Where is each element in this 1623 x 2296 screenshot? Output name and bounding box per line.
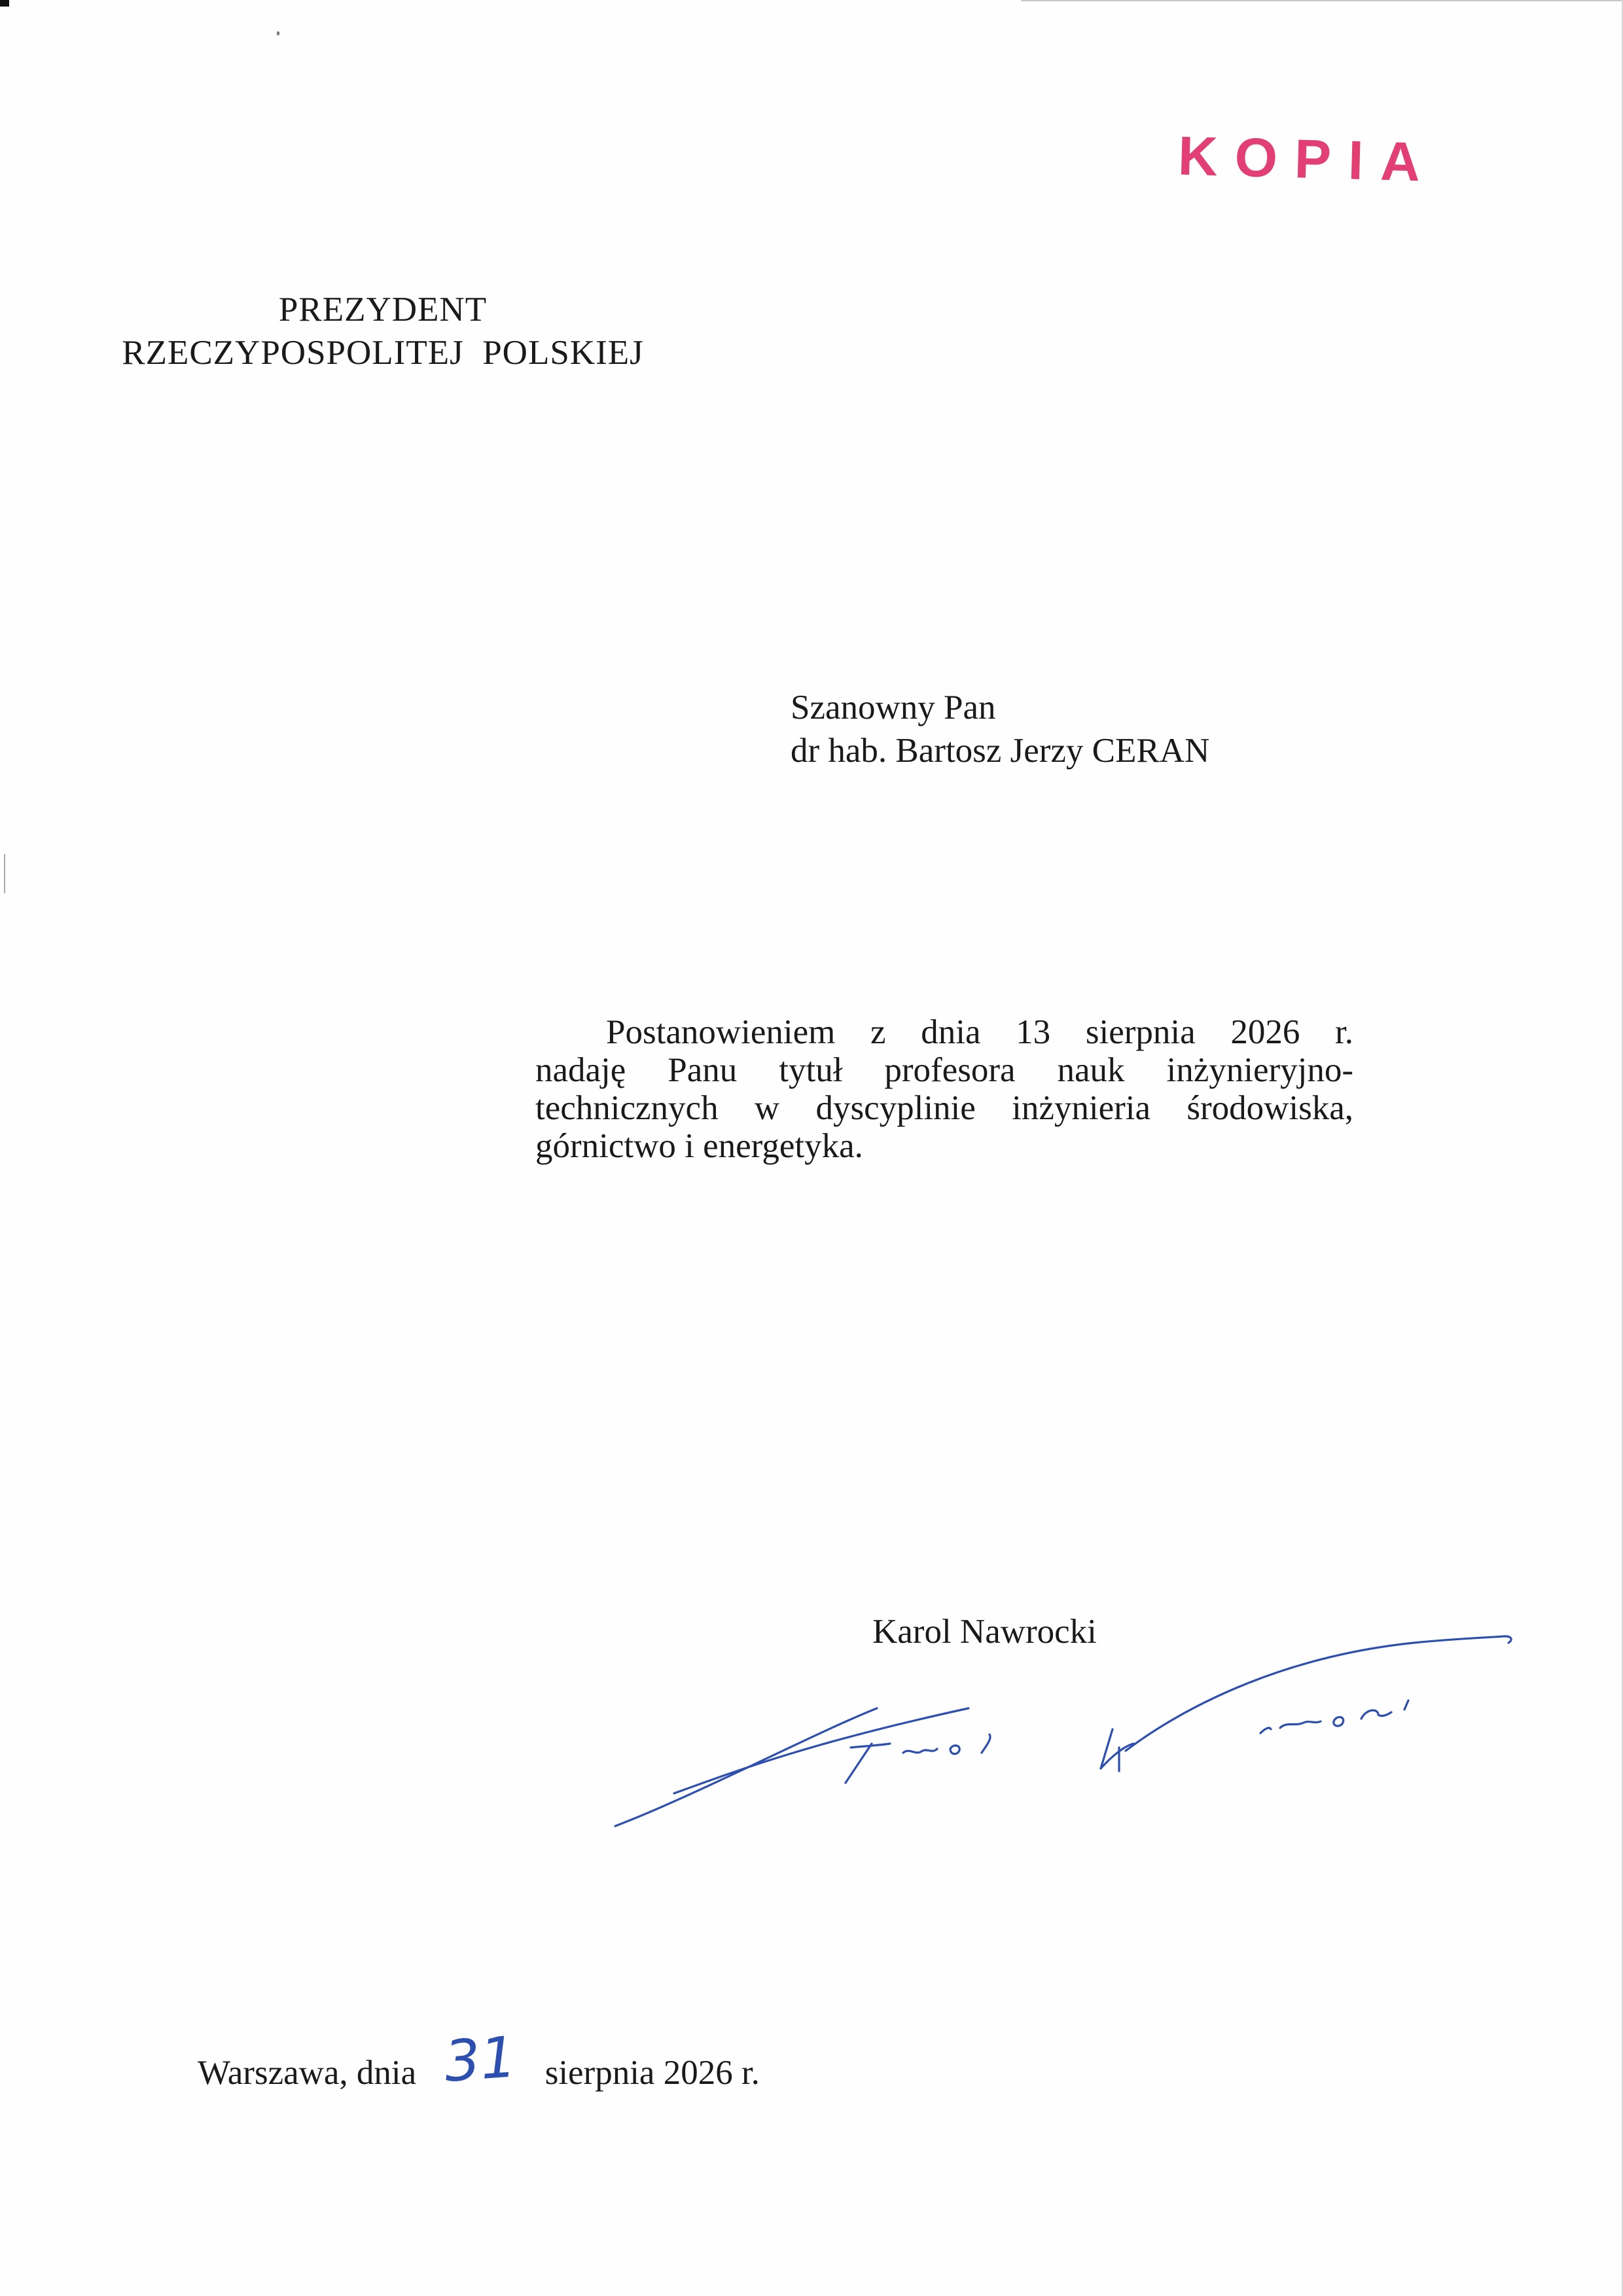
addressee-salutation: Szanowny Pan <box>791 689 996 726</box>
addressee-name: dr hab. Bartosz Jerzy CERAN <box>791 732 1210 770</box>
letterhead-line-2: RZECZYPOSPOLITEJ POLSKIEJ <box>122 334 644 372</box>
date-suffix: sierpnia 2026 r. <box>544 2054 760 2092</box>
place-date <box>198 2024 760 2095</box>
signer-name: Karol Nawrocki <box>872 1613 1097 1651</box>
body-line-3: technicznych w dyscyplinie inżynieria środowiska, <box>535 1089 1353 1127</box>
letter-body <box>535 1013 1353 1165</box>
scan-artifact <box>4 854 5 893</box>
date-prefix: Warszawa, dnia <box>198 2054 417 2092</box>
date-day-handwritten: 31 <box>442 2024 519 2095</box>
letterhead-line-1: PREZYDENT <box>278 291 488 329</box>
copy-stamp: KOPIA <box>1177 124 1438 193</box>
body-line-1: Postanowieniem z dnia 13 sierpnia 2026 r. <box>606 1013 1353 1051</box>
scan-artifact <box>1021 0 1623 1</box>
body-line-4: górnictwo i energetyka. <box>535 1127 863 1165</box>
scan-artifact <box>0 0 9 7</box>
scan-artifact <box>277 31 279 35</box>
body-line-2: nadaję Panu tytuł profesora nauk inżynieryjno- <box>535 1051 1353 1089</box>
addressee-block <box>791 686 1209 772</box>
letterhead <box>79 288 687 374</box>
handwritten-signature <box>602 1584 1551 1846</box>
